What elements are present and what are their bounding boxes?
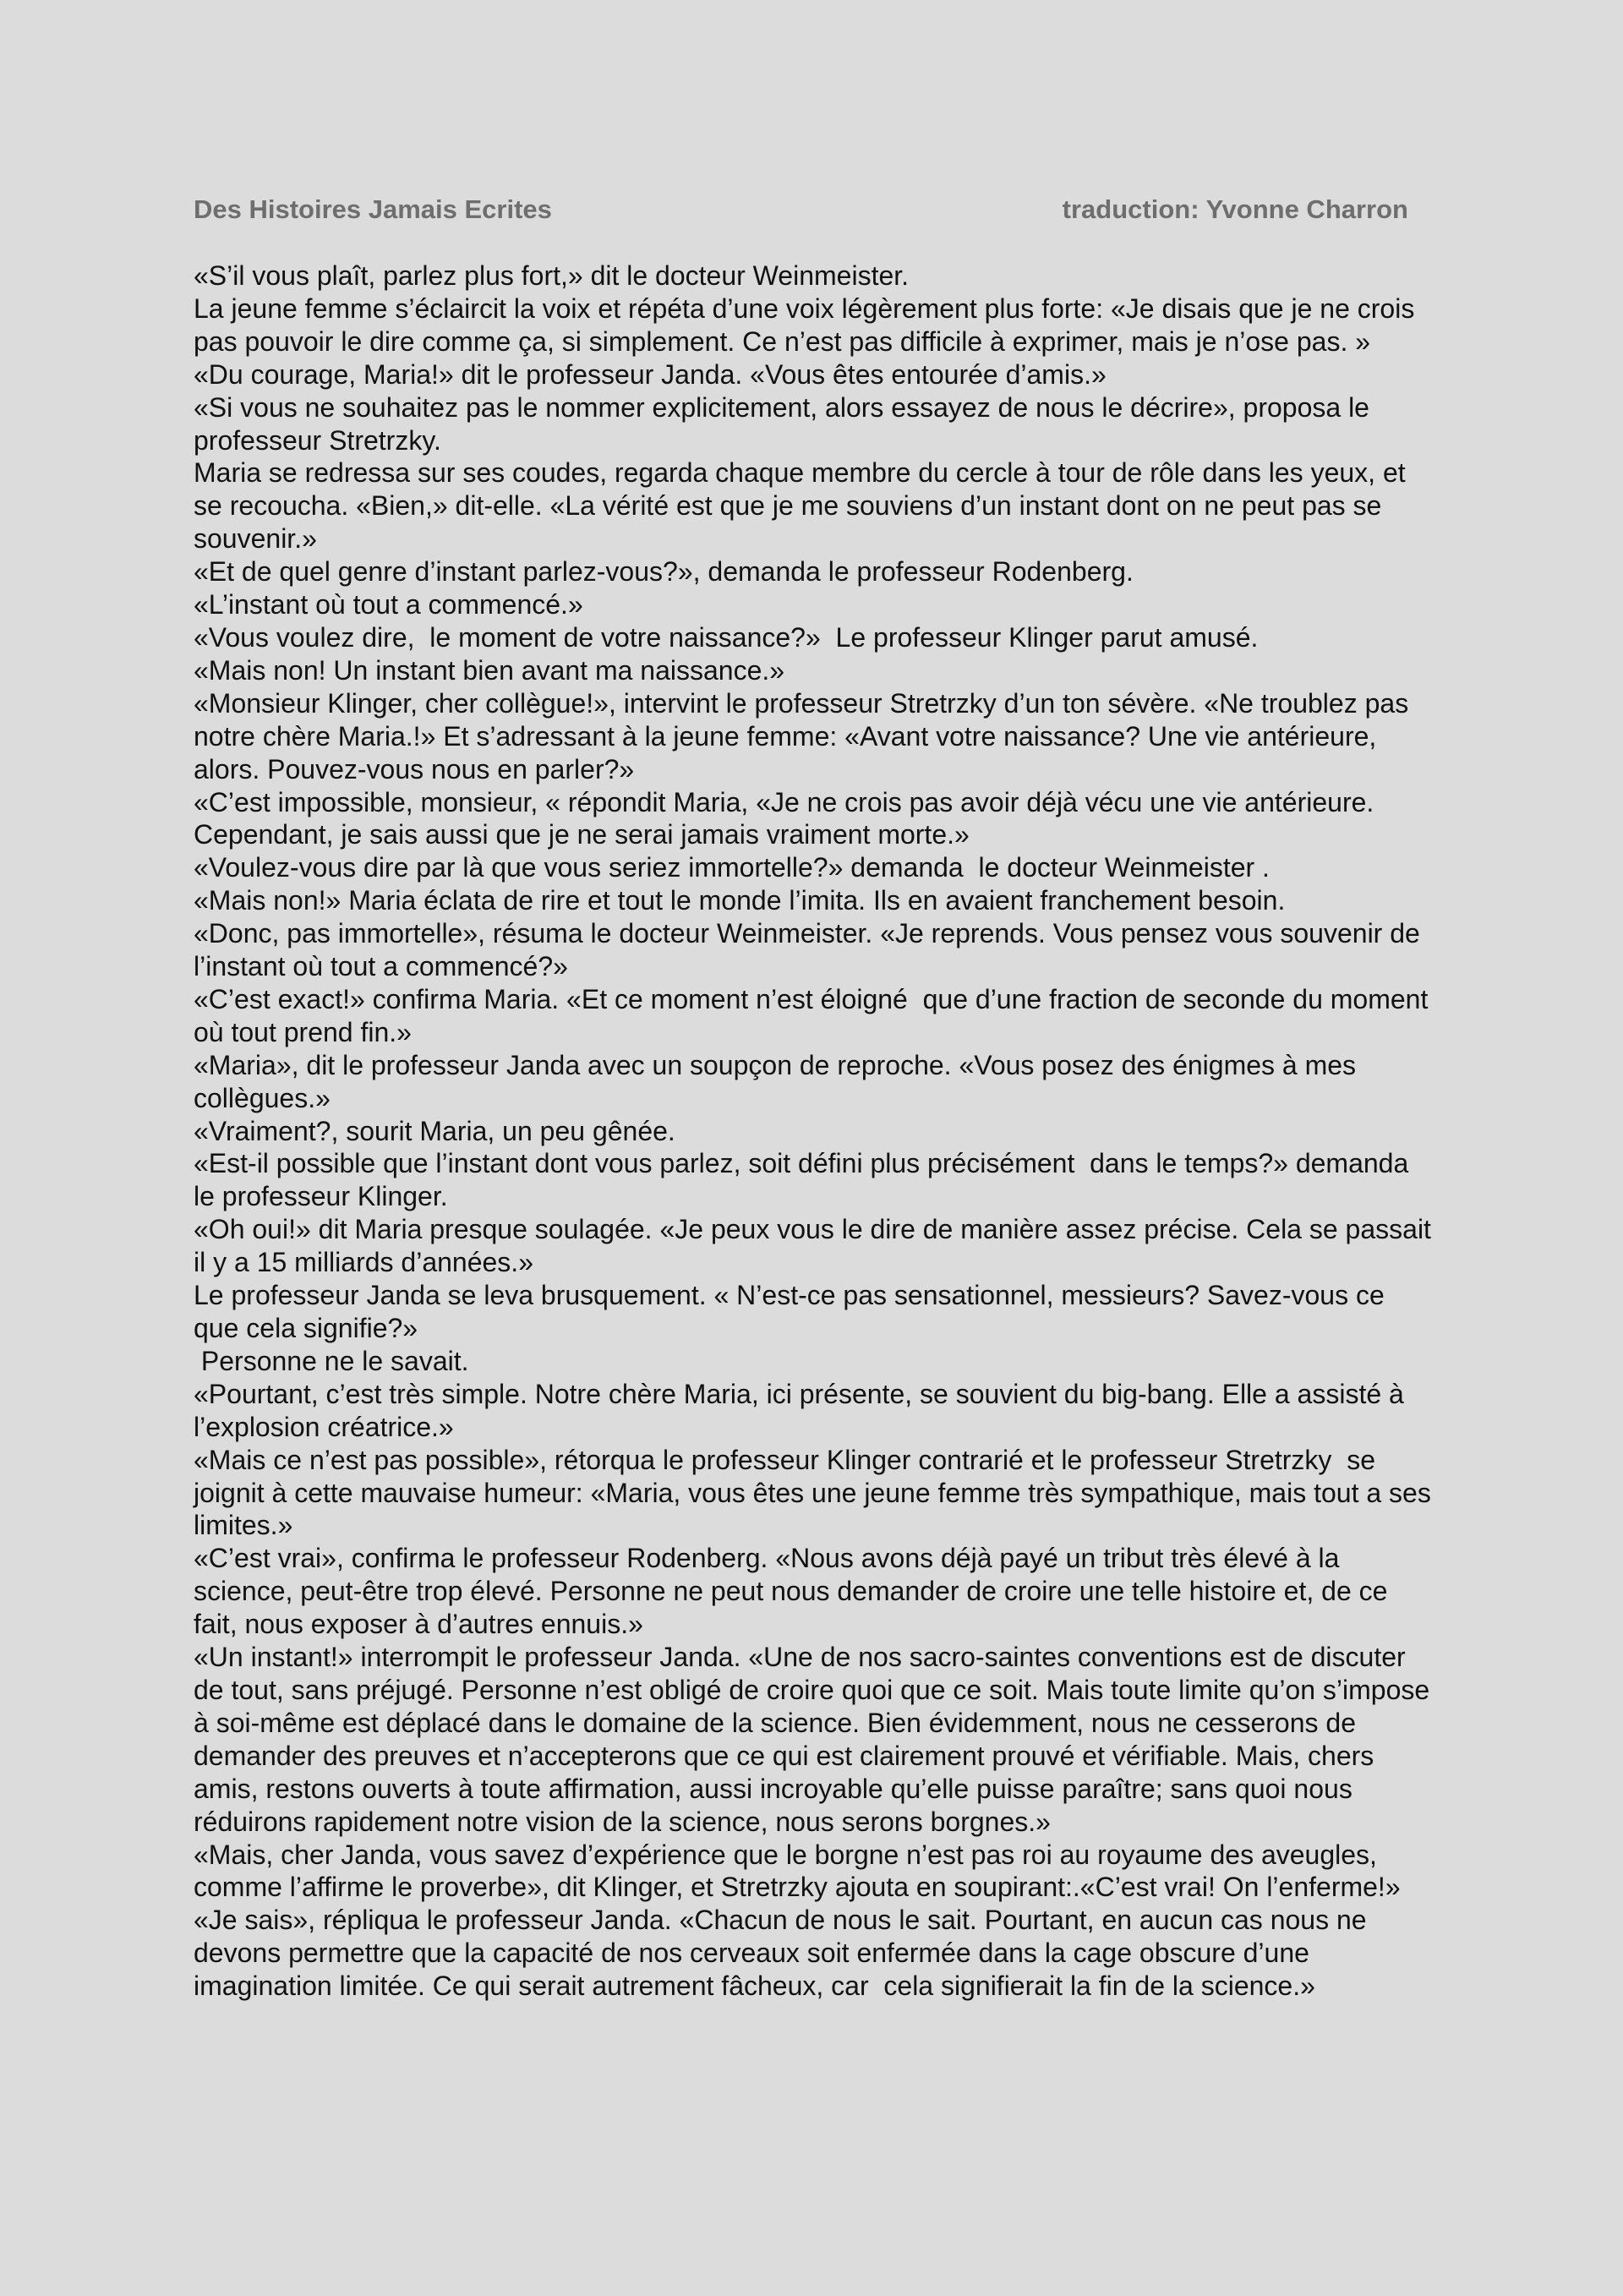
paragraph: «S’il vous plaît, parlez plus fort,» dit le docteur Weinmeister. — [194, 260, 910, 291]
paragraph: «Monsieur Klinger, cher collègue!», intervint le professeur Stretrzky d’un ton sévère. «Ne troublez pas notre chère Maria.!» Et s’adressant à la jeune femme: «Avant votre naissance? Une vie antérieure, alors. Pouvez-vous nous en parler?» — [194, 687, 1417, 784]
paragraph: La jeune femme s’éclaircit la voix et répéta d’une voix légèrement plus forte: «Je disais que je ne crois pas pouvoir le dire comme ça, si simplement. Ce n’est pas difficile à exprimer, mais je n’ose pas. » — [194, 292, 1423, 357]
paragraph: «C’est impossible, monsieur, « répondit Maria, «Je ne crois pas avoir déjà vécu une vie antérieure. Cependant, je sais aussi que je ne serai jamais vraiment morte.» — [194, 786, 1382, 850]
paragraph: «Un instant!» interrompit le professeur Janda. «Une de nos sacro-saintes conventions est de discuter de tout, sans préjugé. Personne n’est obligé de croire quoi que ce soit. Mais toute limite qu’on s’impose à soi-même est déplacé dans le domaine de la science. Bien évidemment, nous ne cesserons de demander des preuves et n’accepterons que ce qui est clairement prouvé et vérifiable. Mais, chers amis, restons ouverts à toute affirmation, aussi incroyable qu’elle puisse paraître; sans quoi nous réduirons rapidement notre vision de la science, nous serons borgnes.» — [194, 1642, 1438, 1837]
paragraph: «Maria», dit le professeur Janda avec un soupçon de reproche. «Vous posez des énigmes à mes collègues.» — [194, 1049, 1363, 1113]
paragraph: «Vraiment?, sourit Maria, un peu gênée. — [194, 1115, 675, 1146]
paragraph: «Mais ce n’est pas possible», rétorqua le professeur Klinger contrarié et le professeur Stretrzky se joignit à cette mauvaise humeur: «Maria, vous êtes une jeune femme très sympathique, mais tout a ses limites.» — [194, 1444, 1439, 1541]
paragraph: «Donc, pas immortelle», résuma le docteur Weinmeister. «Je reprends. Vous pensez vous souvenir de l’instant où tout a commencé?» — [194, 918, 1428, 982]
paragraph: «Pourtant, c’est très simple. Notre chère Maria, ici présente, se souvient du big-bang. Elle a assisté à l’explosion créatrice.» — [194, 1378, 1412, 1442]
paragraph: «Vous voulez dire, le moment de votre naissance?» Le professeur Klinger parut amusé. — [194, 621, 1259, 653]
paragraph: «Du courage, Maria!» dit le professeur Janda. «Vous êtes entourée d’amis.» — [194, 358, 1107, 390]
translator-credit: traduction: Yvonne Charron — [1062, 194, 1408, 224]
story-text — [194, 260, 1439, 2003]
paragraph: «Mais, cher Janda, vous savez d’expérience que le borgne n’est pas roi au royaume des aveugles, comme l’affirme le proverbe», dit Klinger, et Stretrzky ajouta en soupirant:.«C’est vrai! On l’enferme!» — [194, 1839, 1401, 1903]
paragraph: «Si vous ne souhaitez pas le nommer explicitement, alors essayez de nous le décrire», proposa le professeur Stretrzky. — [194, 391, 1377, 456]
paragraph: «Et de quel genre d’instant parlez-vous?», demanda le professeur Rodenberg. — [194, 556, 1134, 588]
paragraph: «Oh oui!» dit Maria presque soulagée. «Je peux vous le dire de manière assez précise. Cela se passait il y a 15 milliards d’années.» — [194, 1214, 1439, 1278]
paragraph: «C’est vrai», confirma le professeur Rodenberg. «Nous avons déjà payé un tribut très élevé à la science, peut-être trop élevé. Personne ne peut nous demander de croire une telle histoire et, de ce fait, nous exposer à d’autres ennuis.» — [194, 1543, 1396, 1640]
paragraph: Maria se redressa sur ses coudes, regarda chaque membre du cercle à tour de rôle dans les yeux, et se recoucha. «Bien,» dit-elle. «La vérité est que je me souviens d’un instant dont on ne peut pas se souvenir.» — [194, 457, 1413, 555]
paragraph: «L’instant où tout a commencé.» — [194, 589, 583, 620]
page-header — [194, 193, 1408, 227]
paragraph: «Mais non!» Maria éclata de rire et tout le monde l’imita. Ils en avaient franchement besoin. — [194, 885, 1286, 916]
paragraph: Personne ne le savait. — [194, 1345, 469, 1376]
book-title: Des Histoires Jamais Ecrites — [194, 194, 552, 224]
paragraph: Le professeur Janda se leva brusquement. « N’est-ce pas sensationnel, messieurs? Savez-vous ce que cela signifie?» — [194, 1280, 1392, 1343]
paragraph: «C’est exact!» confirma Maria. «Et ce moment n’est éloigné que d’une fraction de seconde du moment où tout prend fin.» — [194, 983, 1436, 1047]
paragraph: «Mais non! Un instant bien avant ma naissance.» — [194, 654, 785, 686]
paragraph: «Est-il possible que l’instant dont vous parlez, soit défini plus précisément dans le temps?» demanda le professeur Klinger. — [194, 1148, 1417, 1212]
paragraph: «Je sais», répliqua le professeur Janda. «Chacun de nous le sait. Pourtant, en aucun cas nous ne devons permettre que la capacité de nos cerveaux soit enfermée dans la cage obscure d’une imagination limitée. Ce qui serait autrement fâcheux, car cela signifierait la fin de la science.» — [194, 1905, 1374, 2002]
paragraph: «Voulez-vous dire par là que vous seriez immortelle?» demanda le docteur Weinmeister . — [194, 852, 1270, 883]
